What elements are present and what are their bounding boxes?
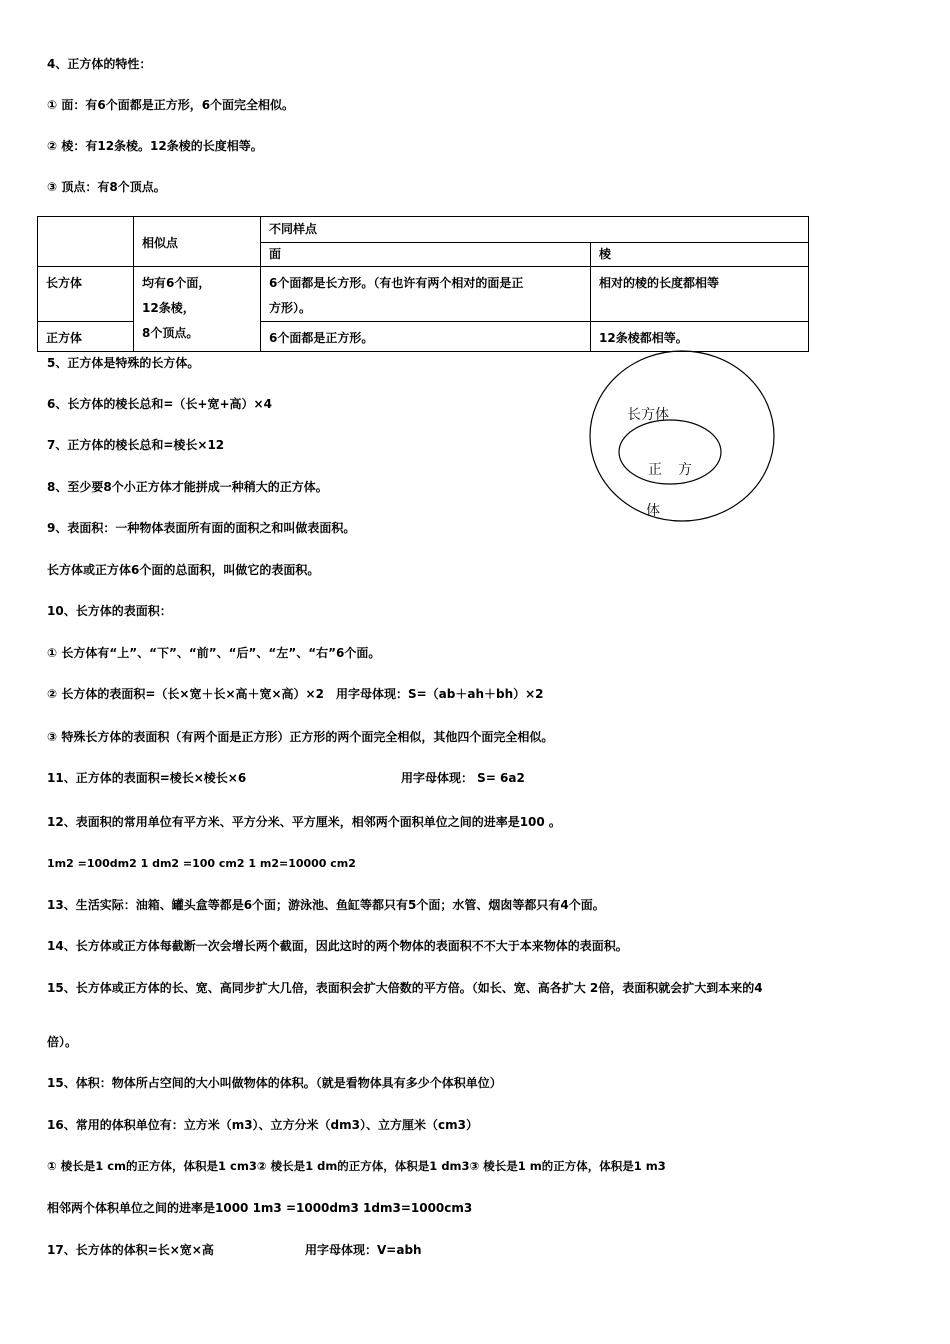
cuboid-face-cell bbox=[261, 267, 591, 322]
text-line: 7、正方体的棱长总和=棱长×12 bbox=[47, 438, 225, 452]
text-line: ② 棱：有12条棱。12条棱的长度相等。 bbox=[47, 139, 263, 153]
text-line: 15、体积：物体所占空间的大小叫做物体的体积。（就是看物体具有多少个体积单位） bbox=[47, 1076, 502, 1090]
text-line: 12、表面积的常用单位有平方米、平方分米、平方厘米，相邻两个面积单位之间的进率是100 。 bbox=[47, 815, 561, 829]
table-corner-cell bbox=[38, 217, 134, 267]
cuboid-face-line: 6个面都是长方形。（有也许有两个相对的面是正 bbox=[269, 276, 524, 290]
text-line: 倍）。 bbox=[47, 1035, 78, 1049]
text-line: 11、正方体的表面积=棱长×棱长×6 bbox=[47, 771, 247, 785]
venn-inner-label: 方 bbox=[678, 462, 692, 478]
comparison-table bbox=[37, 216, 809, 352]
text-formula: 用字母体现：V=abh bbox=[305, 1243, 422, 1257]
text-line: 14、长方体或正方体每截断一次会增长两个截面，因此这时的两个物体的表面积不不大于本来物体的表面积。 bbox=[47, 939, 628, 953]
text-line: 1m2 =100dm2 1 dm2 =100 cm2 1 m2=10000 cm2 bbox=[47, 857, 356, 870]
text-line: 13、生活实际：油箱、罐头盒等都是6个面；游泳池、鱼缸等都只有5个面；水管、烟囱等都只有4个面。 bbox=[47, 898, 605, 912]
venn-inner-ellipse bbox=[619, 420, 721, 484]
common-line: 12条棱， bbox=[142, 301, 195, 315]
heading-cube-features: 4、正方体的特性： bbox=[47, 57, 152, 71]
table-header-edge: 棱 bbox=[591, 243, 809, 267]
text-line: 16、常用的体积单位有：立方米（m3）、立方分米（dm3）、立方厘米（cm3） bbox=[47, 1118, 478, 1132]
text-line: ① 棱长是1 cm的正方体，体积是1 cm3② 棱长是1 dm的正方体，体积是1 dm3③ 棱长是1 m的正方体，体积是1 m3 bbox=[47, 1159, 666, 1173]
text-line: ① 面：有6个面都是正方形，6个面完全相似。 bbox=[47, 98, 295, 112]
text-line: 5、正方体是特殊的长方体。 bbox=[47, 356, 200, 370]
text-line: 17、长方体的体积=长×宽×高 bbox=[47, 1243, 214, 1257]
table-row-label-cuboid: 长方体 bbox=[38, 267, 134, 322]
text-line: 8、至少要8个小正方体才能拼成一种稍大的正方体。 bbox=[47, 480, 328, 494]
cuboid-edge-cell: 相对的棱的长度都相等 bbox=[591, 267, 809, 322]
text-line: ② 长方体的表面积=（长×宽＋长×高＋宽×高）×2 用字母体现：S=（ab＋ah＋bh）×2 bbox=[47, 687, 544, 701]
table-header-face: 面 bbox=[261, 243, 591, 267]
venn-inner-label: 正 bbox=[648, 462, 662, 478]
cuboid-face-line: 方形）。 bbox=[269, 301, 312, 315]
cube-edge-cell: 12条棱都相等。 bbox=[591, 322, 809, 352]
text-line: 9、表面积：一种物体表面所有面的面积之和叫做表面积。 bbox=[47, 521, 356, 535]
text-line: 相邻两个体积单位之间的进率是1000 1m3 =1000dm3 1dm3=1000cm3 bbox=[47, 1201, 473, 1215]
common-line: 均有6个面， bbox=[142, 276, 211, 290]
text-line: 长方体或正方体6个面的总面积，叫做它的表面积。 bbox=[47, 563, 320, 577]
text-line: 15、长方体或正方体的长、宽、高同步扩大几倍，表面积会扩大倍数的平方倍。（如长、宽、高各扩大 2倍，表面积就会扩大到本来的4 bbox=[47, 981, 763, 995]
text-line: 6、长方体的棱长总和=（长+宽+高）×4 bbox=[47, 397, 272, 411]
venn-inner-label: 体 bbox=[646, 503, 660, 519]
text-line: ③ 顶点：有8个顶点。 bbox=[47, 180, 166, 194]
venn-outer-ellipse bbox=[590, 351, 774, 521]
text-line: ① 长方体有“上”、“下”、“前”、“后”、“左”、“右”6个面。 bbox=[47, 646, 381, 660]
text-line: ③ 特殊长方体的表面积（有两个面是正方形）正方形的两个面完全相似，其他四个面完全相似。 bbox=[47, 730, 554, 744]
table-common-cell bbox=[134, 267, 261, 352]
common-line: 8个顶点。 bbox=[142, 326, 199, 340]
table-header-similar: 相似点 bbox=[134, 217, 261, 267]
table-row-label-cube: 正方体 bbox=[38, 322, 134, 352]
text-line: 10、长方体的表面积： bbox=[47, 604, 172, 618]
cube-face-cell: 6个面都是正方形。 bbox=[261, 322, 591, 352]
venn-outer-label: 长方体 bbox=[627, 407, 669, 423]
table-header-different: 不同样点 bbox=[261, 217, 809, 243]
text-formula: 用字母体现： S= 6a2 bbox=[401, 771, 525, 785]
